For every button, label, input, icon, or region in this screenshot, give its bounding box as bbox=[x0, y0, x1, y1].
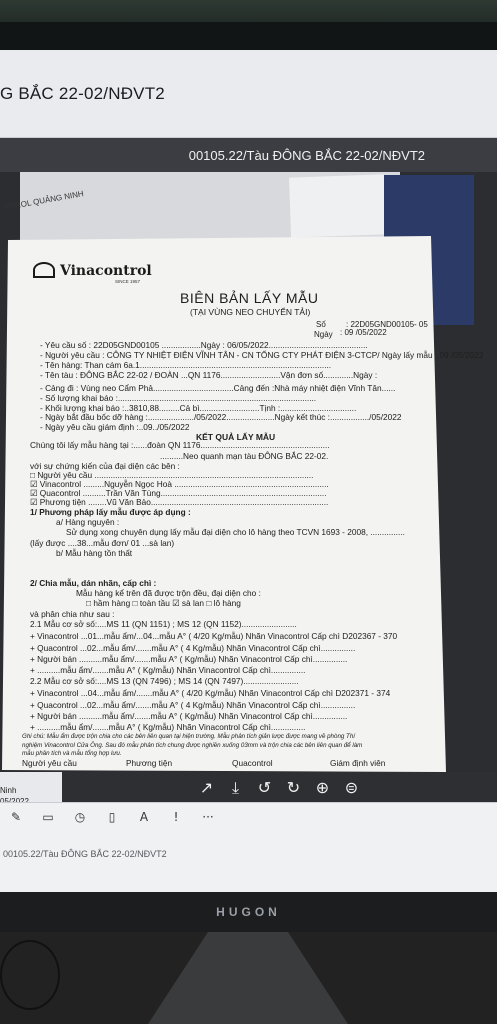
document-date-label: Ngày bbox=[314, 330, 333, 339]
photo-viewer-tools bbox=[196, 778, 362, 798]
document-title: BIÊN BẢN LẤY MẪU bbox=[180, 290, 319, 306]
document-line: - Ngày yêu cầu giám định :..09../05/2022 bbox=[40, 422, 190, 432]
signature-label: Phương tiện bbox=[126, 758, 173, 768]
document-line: b/ Mẫu hàng tồn thất bbox=[56, 548, 133, 558]
timer-icon[interactable]: ◷ bbox=[74, 810, 86, 824]
photo-background-paper bbox=[289, 174, 386, 237]
document-line: a/ Hàng nguyên : bbox=[56, 517, 120, 527]
monitor-brand: HUGON bbox=[216, 905, 281, 919]
document-line: - Cảng đi : Vùng neo Cẩm Phả...................................Cảng đến :Nhà máy nhiệt điện Vĩnh Tân...... bbox=[40, 383, 396, 393]
document-line: □ Người yêu cầu ............................................................................................... bbox=[30, 470, 314, 480]
cable bbox=[0, 940, 60, 1010]
document-line: Sử dụng xong chuyên dụng lấy mẫu đại diện cho lô hàng theo TCVN 1693 - 2008, ............... bbox=[66, 527, 405, 537]
document-number-label: Số bbox=[316, 320, 326, 329]
document-line: ..........Neo quanh mạn tàu ĐÔNG BẮC 22-02. bbox=[160, 451, 329, 461]
document-line: □ hầm hàng □ toàn tầu ☑ sà lan □ lô hàng bbox=[86, 598, 241, 608]
document-line: + ..........mẫu ẩm/.......mẫu A° ( Kg/mẫu) Nhãn Vinacontrol Cấp chì............... bbox=[30, 722, 306, 732]
document-line: - Người yêu cầu : CÔNG TY NHIỆT ĐIỆN VĨNH TÂN - CN TỔNG CTY PHÁT ĐIỆN 3-CTCP/ Ngày lấy mẫu : 09 /05/2022 bbox=[40, 350, 484, 360]
document-line: mẫu phân tích và mẫu tổng hợp lưu. bbox=[22, 750, 122, 757]
signature-label: Quacontrol bbox=[232, 758, 273, 768]
zoom-in-icon[interactable]: ⊕ bbox=[315, 778, 330, 797]
document-result-title: KẾT QUẢ LẤY MẪU bbox=[196, 432, 276, 442]
document-logo-since: SINCE 1957 bbox=[115, 279, 141, 284]
document-date-value: : 09 /05/2022 bbox=[340, 328, 387, 337]
document-line: 2.1 Mẫu cơ sở số:....MS 11 (QN 1151) ; MS 12 (QN 1152)........................ bbox=[30, 619, 297, 629]
document-line: + Vinacontrol ...01...mẫu ẩm/...04...mẫu A° ( 4/20 Kg/mẫu) Nhãn Vinacontrol Cấp chì D202367 - 370 bbox=[30, 631, 398, 641]
document-line: + Người bán ..........mẫu ẩm/.......mẫu A° ( Kg/mẫu) Nhãn Vinacontrol Cấp chì............... bbox=[30, 711, 348, 721]
document-line: Ghi chú: Mẫu ẩm được trộn chia cho các bên liên quan tại hiện trường. Mẫu phân tích giản lược được mang về phòng Thí bbox=[22, 733, 355, 740]
document-line: + Vinacontrol ...04...mẫu ẩm/.......mẫu A° ( 4/20 Kg/mẫu) Nhãn Vinacontrol Cấp chì D202371 - 374 bbox=[30, 688, 391, 698]
monitor-bezel bbox=[0, 22, 497, 50]
alert-icon[interactable]: ! bbox=[173, 810, 179, 824]
rotate-right-icon[interactable]: ↻ bbox=[286, 778, 301, 797]
page-icon[interactable]: ▯ bbox=[108, 810, 116, 824]
document-line: 1/ Phương pháp lấy mẫu được áp dụng : bbox=[30, 507, 191, 517]
document-line: 2/ Chia mẫu, dán nhãn, cấp chì : bbox=[30, 578, 157, 588]
card-icon[interactable]: ▭ bbox=[42, 810, 54, 824]
document-line: và phân chia như sau : bbox=[30, 609, 115, 619]
document-line: - Tên tàu : ĐÔNG BẮC 22-02 / ĐOÀN ...QN 1176..........................Vận đơn số.............Ngày : bbox=[40, 370, 378, 380]
document-line: - Khối lượng khai báo :..3810,88.........Cả bì..........................Tịnh :................................. bbox=[40, 403, 357, 413]
document-line: - Yêu cầu số : 22D05GND00105 .................Ngày : 06/05/2022........................................... bbox=[40, 340, 368, 350]
document-line: Mẫu hàng kể trên đã được trộn đều, đại diện cho : bbox=[76, 588, 261, 598]
document-line: ☑ Quacontrol ..........Trần Văn Tùng........................................................................ bbox=[30, 488, 327, 498]
document-line: - Tên hàng: Than cám 6a.1................................................................................... bbox=[40, 360, 332, 370]
signature-label: Giám định viên bbox=[330, 758, 386, 768]
rotate-left-icon[interactable]: ↺ bbox=[257, 778, 272, 797]
editor-tab[interactable]: 00105.22/Tàu ĐÔNG BẮC 22-02/NĐVT2 bbox=[3, 849, 167, 859]
document-line: + ..........mẫu ẩm/.......mẫu A° ( Kg/mẫu) Nhãn Vinacontrol Cấp chì............... bbox=[30, 665, 306, 675]
document-line: + Người bán ..........mẫu ẩm/.......mẫu A° ( Kg/mẫu) Nhãn Vinacontrol Cấp chì............... bbox=[30, 654, 348, 664]
text-icon[interactable]: A bbox=[139, 810, 149, 824]
document-line: với sự chứng kiến của đại diện các bên : bbox=[30, 461, 180, 471]
zoom-fit-icon[interactable]: ⊜ bbox=[344, 778, 359, 797]
document-line: ☑ Phương tiện ........Vũ Văn Bảo............................................................................. bbox=[30, 497, 329, 507]
document-number-value: : 22D05GND00105- 05 bbox=[346, 320, 428, 329]
document-line: - Số lượng khai báo :...................................................................................... bbox=[40, 393, 317, 403]
document-line: 2.2 Mẫu cơ sở số:....MS 13 (QN 7496) ; MS 14 (QN 7497)........................ bbox=[30, 676, 299, 686]
editor-toolbar bbox=[0, 808, 218, 826]
signature-label: Người yêu cầu bbox=[22, 758, 77, 768]
document-logo: Vinacontrol bbox=[60, 263, 152, 279]
document-line: + Quacontrol ...02...mẫu ẩm/.......mẫu A° ( 4 Kg/mẫu) Nhãn Vinacontrol Cấp chì............... bbox=[30, 700, 356, 710]
pen-icon[interactable]: ✎ bbox=[10, 810, 22, 824]
background-window-title: G BẮC 22-02/NĐVT2 bbox=[0, 84, 165, 103]
vinacontrol-logo-icon bbox=[33, 262, 55, 278]
photo-viewer-title: 00105.22/Tàu ĐÔNG BẮC 22-02/NĐVT2 bbox=[188, 148, 425, 163]
document-line: ☑ Vinacontrol .........Nguyễn Ngọc Hoà ................................................................... bbox=[30, 479, 329, 489]
more-icon[interactable]: ··· bbox=[202, 810, 214, 824]
document-subtitle: (TẠI VÙNG NEO CHUYỂN TẢI) bbox=[190, 307, 311, 317]
document-line: + Quacontrol ...02...mẫu ẩm/.......mẫu A° ( 4 Kg/mẫu) Nhãn Vinacontrol Cấp chì............... bbox=[30, 643, 356, 653]
download-icon[interactable]: ⤓ bbox=[231, 778, 240, 797]
photo-background-label: NTROL QUẢNG NINH bbox=[3, 189, 85, 212]
left-panel-text: Ninh bbox=[0, 786, 17, 795]
share-icon[interactable]: ↗ bbox=[199, 778, 214, 797]
document-line: Chúng tôi lấy mẫu hàng tại :......đoàn QN 1176........................................................ bbox=[30, 440, 330, 450]
document-line: - Ngày bắt đầu bốc dỡ hàng :..................../05/2022.....................Ngày kết thúc :................./05/2022 bbox=[40, 412, 402, 422]
document-line: nghiệm Vinacontrol Cửa Ông. Sau đó mẫu phân tích chung được nghiền xuống 03mm và trộn chia các bên liên quan để làm bbox=[22, 742, 363, 749]
document-line: (lấy được ....38...mẫu đơn/ 01 ...sà lan) bbox=[30, 538, 175, 548]
